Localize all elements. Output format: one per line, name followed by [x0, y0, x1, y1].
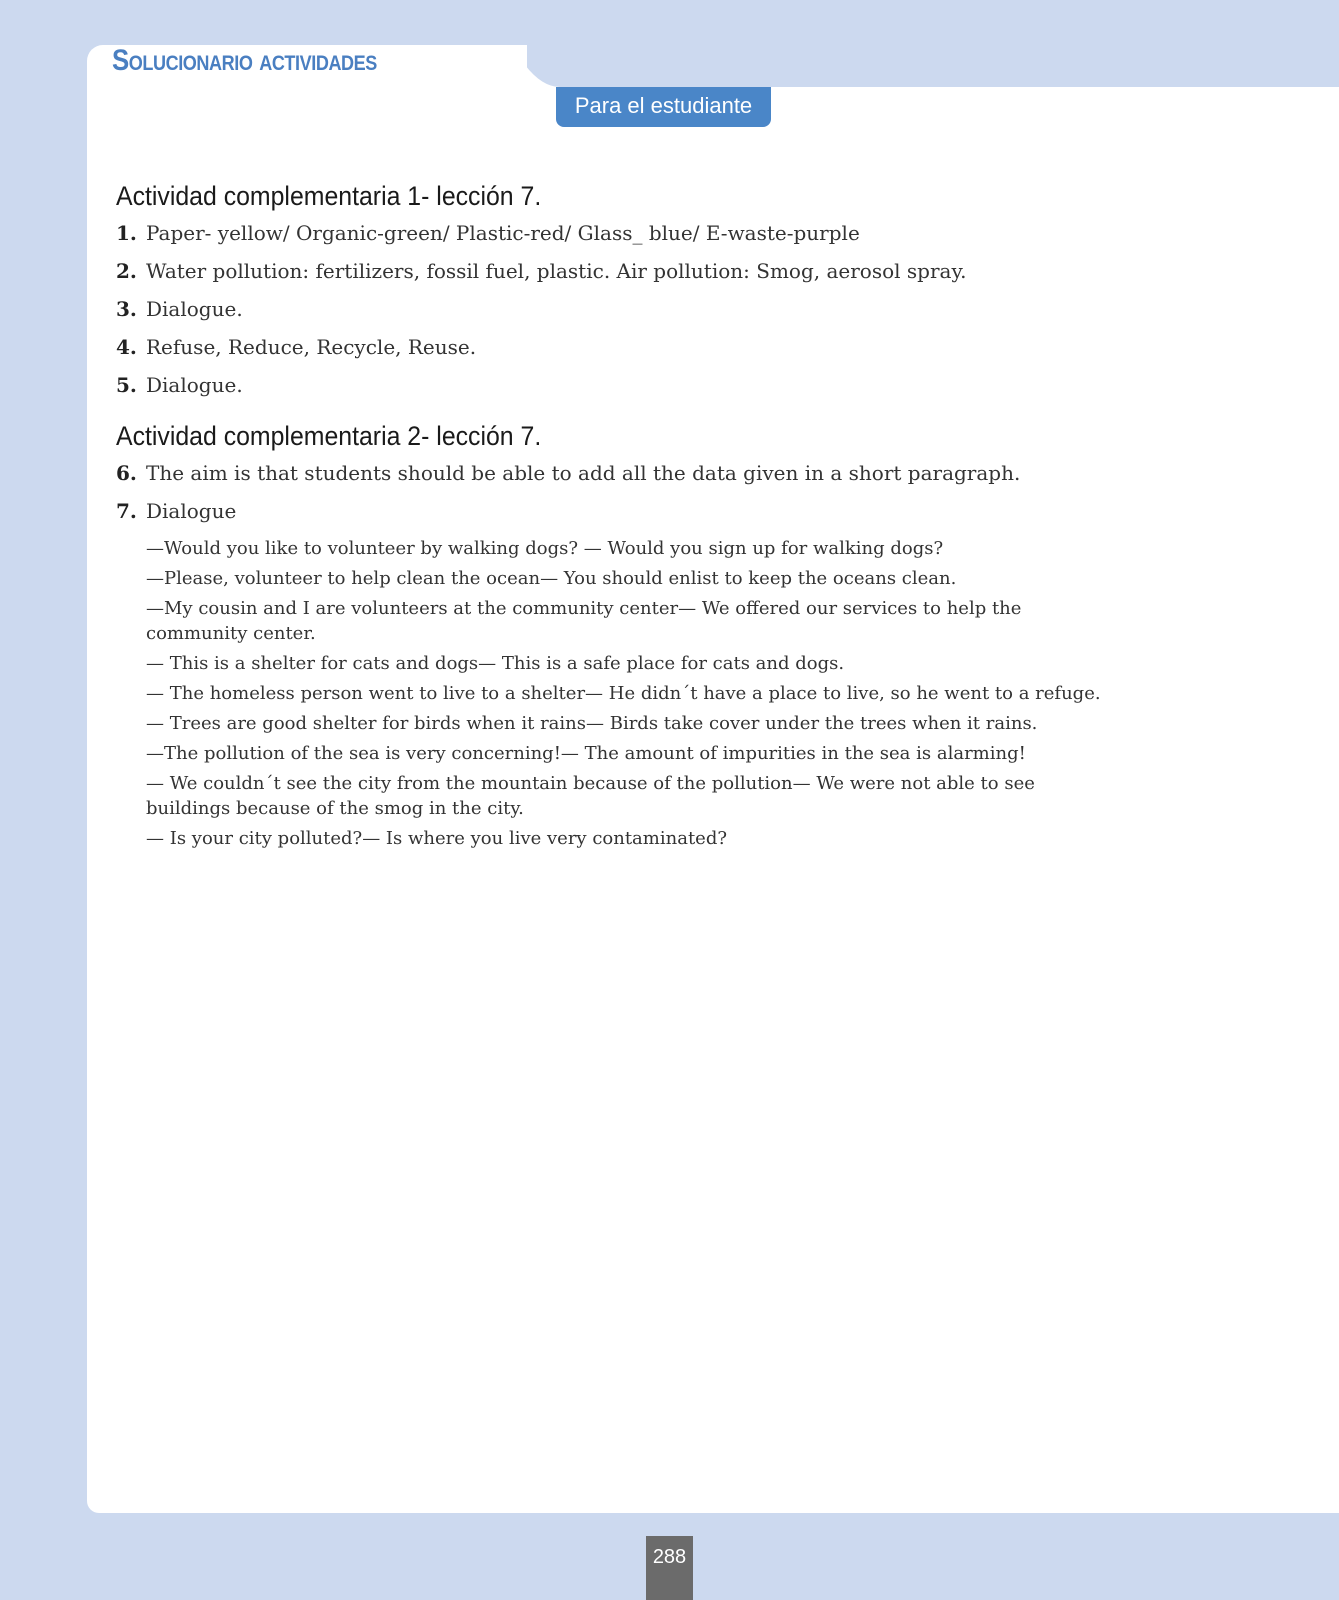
item-number: 1.: [116, 221, 137, 245]
dialogue-line: —Please, volunteer to help clean the ocean— You should enlist to keep the oceans clean.: [146, 568, 957, 589]
section-heading: Actividad complementaria 2- lección 7.: [116, 421, 542, 451]
audience-badge: Para el estudiante: [556, 87, 771, 127]
item-number: 2.: [116, 259, 137, 283]
item-text: The aim is that students should be able to add all the data given in a short paragraph.: [146, 461, 1021, 485]
dialogue-line: —My cousin and I are volunteers at the community center— We offered our services to help the community center.: [146, 598, 1022, 644]
item-text: Dialogue.: [146, 297, 243, 321]
dialogue-line: —Would you like to volunteer by walking dogs? — Would you sign up for walking dogs?: [146, 538, 944, 559]
dialogue-line: —The pollution of the sea is very concerning!— The amount of impurities in the sea is alarming!: [146, 743, 1026, 764]
item-text: Dialogue: [146, 499, 237, 523]
item-number: 3.: [116, 297, 137, 321]
dialogue-list: [146, 536, 1116, 851]
dialogue-line: — Is your city polluted?— Is where you live very contaminated?: [146, 828, 728, 849]
main-content: [116, 178, 1116, 856]
page-title: Solucionario actividades: [112, 44, 377, 77]
item-text: Paper- yellow/ Organic-green/ Plastic-red/ Glass_ blue/ E-waste-purple: [146, 221, 860, 245]
dialogue-line: — The homeless person went to live to a shelter— He didn´t have a place to live, so he went to a refuge.: [146, 683, 1101, 704]
item-number: 4.: [116, 335, 137, 359]
list-item: [116, 296, 1116, 322]
list-item: [116, 220, 1116, 246]
dialogue-line: — This is a shelter for cats and dogs— This is a safe place for cats and dogs.: [146, 653, 845, 674]
item-number: 5.: [116, 373, 137, 397]
item-text: Dialogue.: [146, 373, 243, 397]
item-number: 6.: [116, 461, 137, 485]
list-item: [116, 334, 1116, 360]
item-number: 7.: [116, 499, 137, 523]
dialogue-line: — Trees are good shelter for birds when it rains— Birds take cover under the trees when it rains.: [146, 713, 1038, 734]
item-text: Water pollution: fertilizers, fossil fuel, plastic. Air pollution: Smog, aerosol spray.: [146, 259, 967, 283]
dialogue-line: — We couldn´t see the city from the mountain because of the pollution— We were not able to see buildings because of the smog in the city.: [146, 773, 1035, 819]
page-number: 288: [646, 1536, 693, 1600]
item-text: Refuse, Reduce, Recycle, Reuse.: [146, 335, 477, 359]
section-heading: Actividad complementaria 1- lección 7.: [116, 181, 542, 211]
list-item: [116, 498, 1116, 524]
list-item: [116, 258, 1116, 284]
list-item: [116, 372, 1116, 398]
list-item: [116, 460, 1116, 486]
header-tab-slope: [470, 45, 560, 88]
